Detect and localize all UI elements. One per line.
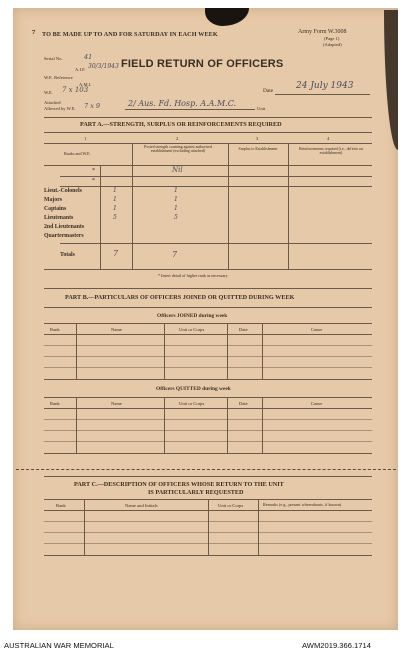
quitted-col-date: Date: [239, 401, 248, 406]
quitted-col-cause: Cause: [311, 401, 323, 406]
quitted-col-name: Name: [111, 401, 122, 406]
rank-majors: Majors: [44, 197, 63, 203]
perforation-line: [16, 469, 396, 470]
quitted-title: Officers QUITTED during week: [156, 386, 231, 392]
col-header-surplus: Surplus to Establishment: [238, 147, 278, 151]
rank-2nd-lieutenants: 2nd Lieutenants: [44, 224, 85, 230]
aif-value: 30/3/1943: [88, 63, 119, 70]
date-value: 24 July 1943: [296, 81, 354, 91]
col-header-reinforcements: Reinforcements required (i.e., deficits on establishment): [299, 147, 363, 156]
quitted-vline: [227, 397, 228, 453]
unit-value: 2/ Aus. Fd. Hosp. A.A.M.C.: [128, 99, 237, 108]
part-c-col-remarks: Remarks (e.g., present whereabouts, if known): [263, 502, 342, 507]
quitted-vline: [76, 397, 77, 453]
col-num-3: 3: [256, 136, 259, 141]
joined-row-line: [44, 367, 372, 368]
we-majors: 1: [113, 196, 117, 203]
part-c-col-name: Name and Initials: [125, 503, 158, 508]
allowed-label: Allowed by W.E.: [44, 106, 76, 111]
row-line: [60, 243, 372, 244]
part-c-bottom-rule: [44, 555, 372, 556]
row-line: [60, 186, 372, 187]
allowed-value: 7 x 9: [84, 102, 101, 110]
part-a-top-rule: [44, 117, 372, 118]
joined-vline: [76, 323, 77, 379]
part-a-vline-1: [132, 143, 133, 269]
aif-label: A.I.F.: [75, 67, 86, 72]
joined-col-date: Date: [239, 327, 248, 332]
part-a-heading: PART A.—STRENGTH, SURPLUS OR REINFORCEMENTS REQUIRED: [80, 121, 282, 128]
unit-line: [125, 109, 255, 110]
joined-col-cause: Cause: [311, 327, 323, 332]
part-c-heading-1: PART C.—DESCRIPTION OF OFFICERS WHOSE RETURN TO THE UNIT: [74, 481, 284, 488]
we-reference-label: W.E. Reference: [44, 75, 73, 80]
part-c-heading-2: IS PARTICULARLY REQUESTED: [148, 489, 244, 496]
joined-top-rule: [44, 323, 372, 324]
joined-vline: [164, 323, 165, 379]
we-lieut-colonels: 1: [113, 187, 117, 194]
part-a-vline-3: [288, 143, 289, 269]
rank-lieut-colonels: Lieut.-Colonels: [44, 188, 82, 194]
we-lieutenants: 5: [113, 214, 117, 221]
joined-vline: [262, 323, 263, 379]
unit-label: Unit: [257, 106, 266, 111]
quitted-vline: [262, 397, 263, 453]
caption-left: AUSTRALIAN WAR MEMORIAL: [4, 641, 114, 650]
header-mark: 7: [32, 29, 36, 36]
quitted-vline: [164, 397, 165, 453]
part-a-vline-we: [100, 165, 101, 269]
col-num-1: 1: [84, 136, 87, 141]
part-c-row-line: [44, 543, 372, 544]
row-star-2: *: [92, 178, 95, 184]
joined-row-line: [44, 356, 372, 357]
joined-title: Officers JOINED during week: [157, 313, 228, 319]
part-c-top-rule: [44, 476, 372, 477]
quitted-row-line: [44, 430, 372, 431]
part-c-vline: [208, 499, 209, 555]
quitted-top-rule: [44, 397, 372, 398]
posted-captains: 1: [174, 205, 178, 212]
quitted-bottom-rule: [44, 453, 372, 454]
header-instruction: TO BE MADE UP TO AND FOR SATURDAY IN EACH WEEK: [42, 31, 218, 38]
col-header-ranks: Ranks and W.E.: [64, 151, 91, 156]
part-a-footnote: * Insert detail of higher rank as necessary: [158, 273, 228, 278]
posted-lieutenants: 5: [174, 214, 178, 221]
joined-bottom-rule: [44, 379, 372, 380]
joined-row-line: [44, 345, 372, 346]
rank-captains: Captains: [44, 206, 67, 212]
part-c-col-unit: Unit or Corps: [218, 503, 244, 508]
col-header-posted: Posted strength counting against authorised establishment (excluding attached): [144, 145, 212, 154]
we-label: W.E.: [44, 90, 54, 95]
posted-lieut-colonels: 1: [174, 187, 178, 194]
part-a-vline-2: [228, 143, 229, 269]
part-b-top-rule: [44, 288, 372, 289]
part-b-heading: PART B.—PARTICULARS OF OFFICERS JOINED OR QUITTED DURING WEEK: [65, 294, 295, 301]
attached-label: Attached: [44, 100, 61, 105]
serial-label: Serial No.: [44, 56, 63, 61]
rank-lieutenants: Lieutenants: [44, 215, 74, 221]
quitted-col-rank: Rank: [50, 401, 60, 406]
form-adapted: (Adapted): [323, 42, 342, 47]
totals-posted: 7: [172, 250, 178, 259]
quitted-header-rule: [44, 408, 372, 409]
part-c-vline: [84, 499, 85, 555]
joined-col-rank: Rank: [50, 327, 60, 332]
joined-header-rule: [44, 334, 372, 335]
we-captains: 1: [113, 205, 117, 212]
posted-nil: Nil: [172, 166, 183, 174]
rank-quartermasters: Quartermasters: [44, 233, 84, 239]
joined-col-name: Name: [111, 327, 122, 332]
part-b-sub-rule: [44, 307, 372, 308]
joined-col-unit: Unit or Corps: [179, 327, 205, 332]
row-star-1: *: [92, 168, 95, 174]
form-number: Army Form W.3008: [298, 29, 347, 35]
part-a-header-rule: [44, 165, 372, 166]
joined-vline: [227, 323, 228, 379]
quitted-row-line: [44, 441, 372, 442]
we-value: 7 x 103: [62, 86, 89, 94]
date-line: [275, 94, 370, 95]
form-title: FIELD RETURN OF OFFICERS: [121, 58, 284, 70]
totals-we: 7: [113, 249, 119, 258]
date-label: Date: [263, 88, 274, 94]
part-c-col-rank: Rank: [56, 503, 66, 508]
part-c-row-line: [44, 532, 372, 533]
caption-bar: [0, 640, 410, 653]
row-line: [60, 176, 372, 177]
serial-value: 41: [84, 53, 93, 61]
part-a-sub-rule: [44, 132, 372, 133]
caption-right: AWM2019.366.1714: [302, 641, 371, 650]
quitted-row-line: [44, 419, 372, 420]
form-page: (Page 1): [324, 36, 340, 41]
part-a-bottom-rule: [44, 269, 372, 270]
posted-majors: 1: [174, 196, 178, 203]
quitted-col-unit: Unit or Corps: [179, 401, 205, 406]
col-num-2: 2: [176, 136, 179, 141]
ami-label: A.M.I.: [79, 82, 92, 87]
part-c-row-line: [44, 521, 372, 522]
part-c-vline: [258, 499, 259, 555]
col-num-4: 4: [327, 136, 330, 141]
totals-label: Totals: [60, 252, 75, 258]
col-num-rule: [44, 143, 372, 144]
